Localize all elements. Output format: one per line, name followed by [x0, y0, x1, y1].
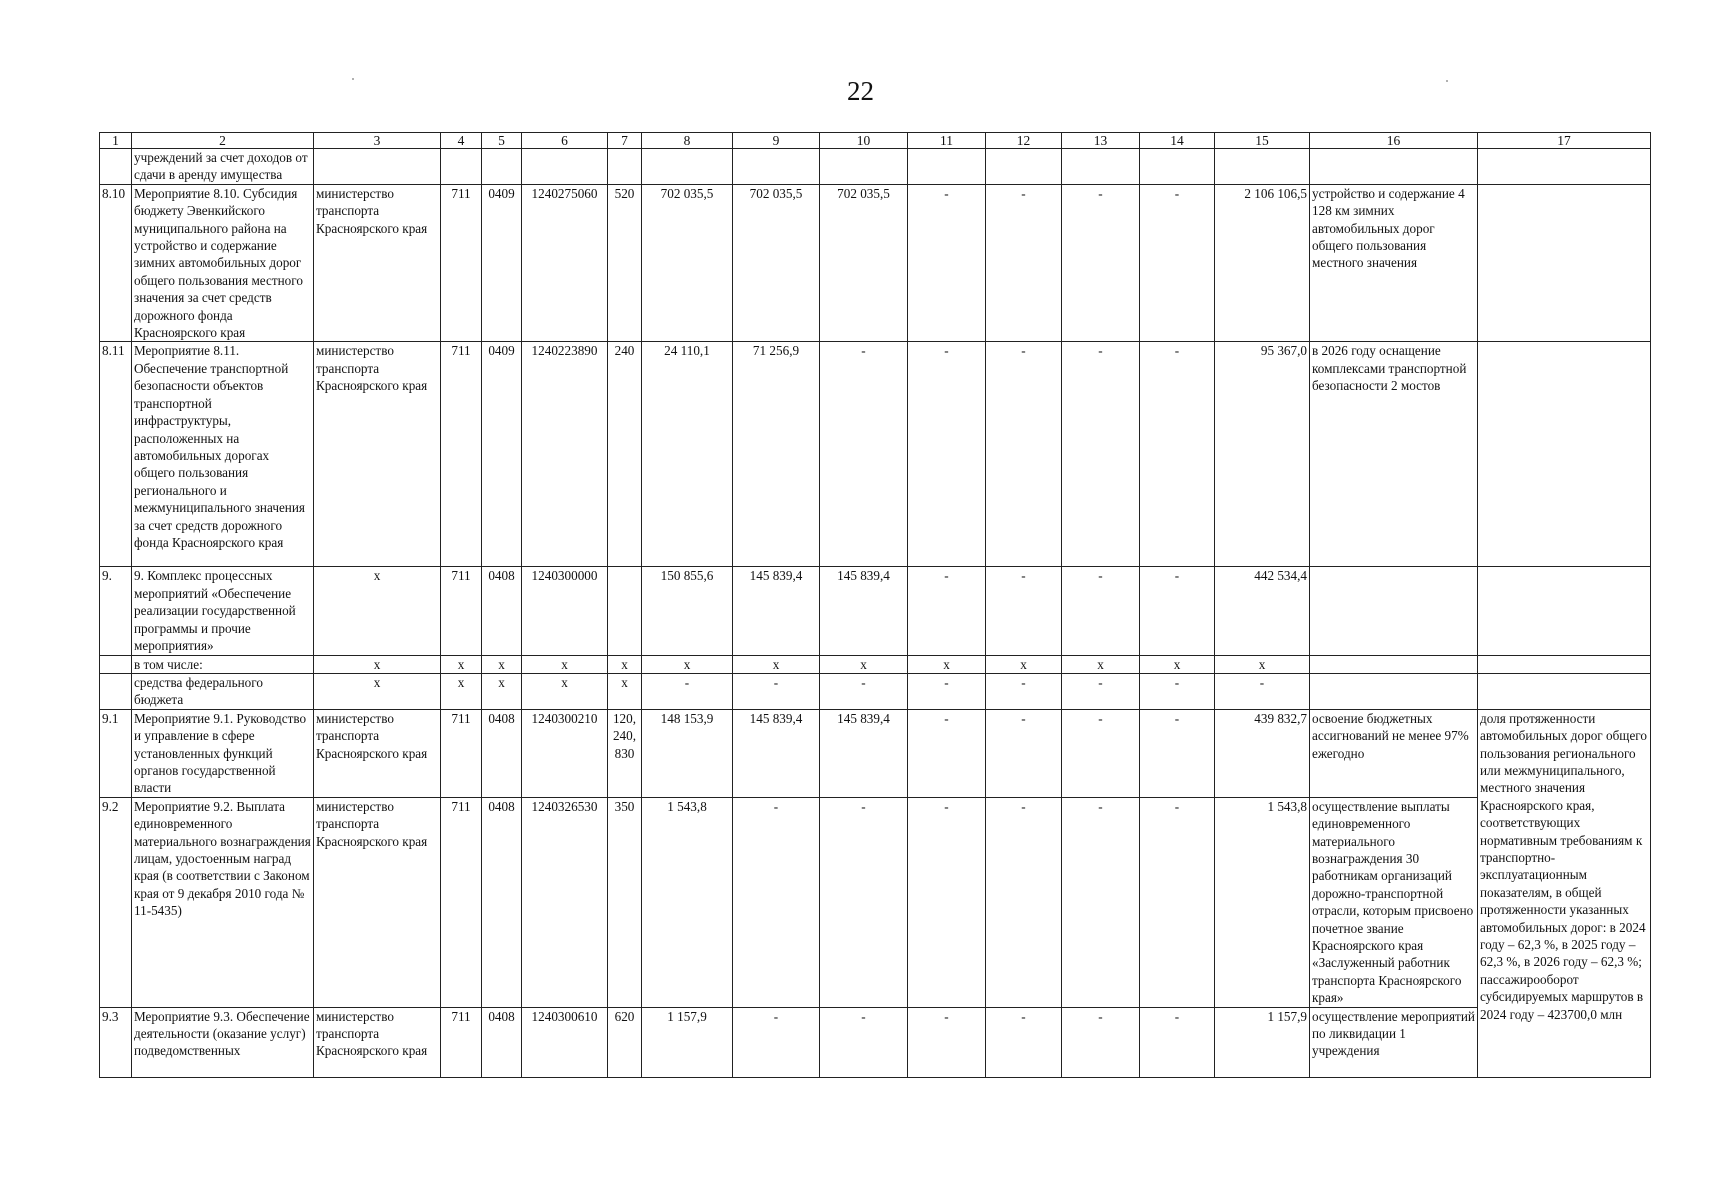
table-row-9-2	[100, 797, 1651, 1007]
cell-col11: -	[908, 1007, 986, 1077]
cell-rzpr: 0408	[482, 797, 522, 1007]
table-row-9-1	[100, 709, 1651, 797]
cell-indicator-empty	[1478, 149, 1651, 185]
cell-rzpr: 0408	[482, 709, 522, 797]
cell-2026: -	[820, 342, 908, 567]
cell-rzpr: 0408	[482, 567, 522, 655]
scan-speck	[1446, 80, 1448, 82]
cell-num: 9.	[100, 567, 132, 655]
cell-col11	[908, 149, 986, 185]
table-row-8-10	[100, 184, 1651, 342]
col-header-7: 7	[608, 133, 642, 149]
cell-name: средства федерального бюджета	[132, 673, 314, 709]
cell-result	[1310, 655, 1478, 673]
cell-rzpr: х	[482, 655, 522, 673]
cell-2026: 702 035,5	[820, 184, 908, 342]
cell-vr: х	[608, 673, 642, 709]
cell-csr	[522, 149, 608, 185]
cell-result	[1310, 149, 1478, 185]
table-row-8-11	[100, 342, 1651, 567]
cell-executor: х	[314, 673, 441, 709]
cell-name: в том числе:	[132, 655, 314, 673]
scan-speck	[352, 78, 354, 80]
col-header-8: 8	[642, 133, 733, 149]
cell-2025: 702 035,5	[733, 184, 820, 342]
table-row-9-3	[100, 1007, 1651, 1077]
cell-vr	[608, 149, 642, 185]
cell-col12	[986, 149, 1062, 185]
cell-total: 439 832,7	[1215, 709, 1310, 797]
cell-result: осуществление выплаты единовременного материального вознаграждения 30 работникам организаций дорожно-транспортной отрасли, которым присвоено почетное звание Красноярского края «Заслуженный работник транспорта Красноярского края»	[1310, 797, 1478, 1007]
cell-vr: 240	[608, 342, 642, 567]
cell-result: в 2026 году оснащение комплексами транспортной безопасности 2 мостов	[1310, 342, 1478, 567]
cell-col14: -	[1140, 673, 1215, 709]
col-header-6: 6	[522, 133, 608, 149]
col-header-17: 17	[1478, 133, 1651, 149]
cell-executor: министерство транспорта Красноярского края	[314, 342, 441, 567]
cell-2026: -	[820, 797, 908, 1007]
cell-2024	[642, 149, 733, 185]
cell-col13: -	[1062, 342, 1140, 567]
cell-2026: 145 839,4	[820, 567, 908, 655]
cell-total	[1215, 149, 1310, 185]
col-header-4: 4	[441, 133, 482, 149]
cell-2026: -	[820, 673, 908, 709]
cell-name: Мероприятие 9.1. Руководство и управление в сфере установленных функций органов государственной власти	[132, 709, 314, 797]
cell-col14: -	[1140, 567, 1215, 655]
cell-executor: министерство транспорта Красноярского края	[314, 797, 441, 1007]
cell-col12: х	[986, 655, 1062, 673]
cell-grbs: 711	[441, 342, 482, 567]
cell-name: Мероприятие 9.3. Обеспечение деятельности (оказание услуг) подведомственных	[132, 1007, 314, 1077]
table-row-federal	[100, 673, 1651, 709]
col-header-2: 2	[132, 133, 314, 149]
cell-2025: -	[733, 797, 820, 1007]
cell-executor	[314, 149, 441, 185]
cell-num: 9.3	[100, 1007, 132, 1077]
cell-col11: -	[908, 709, 986, 797]
cell-num: 9.2	[100, 797, 132, 1007]
cell-grbs: х	[441, 655, 482, 673]
cell-indicator-empty	[1478, 342, 1651, 567]
cell-col12: -	[986, 567, 1062, 655]
cell-csr: 1240326530	[522, 797, 608, 1007]
col-header-13: 13	[1062, 133, 1140, 149]
cell-rzpr	[482, 149, 522, 185]
page-number: 22	[847, 76, 874, 106]
cell-col13: -	[1062, 567, 1140, 655]
cell-grbs: 711	[441, 1007, 482, 1077]
cell-indicator-empty	[1478, 567, 1651, 655]
cell-grbs: 711	[441, 567, 482, 655]
cell-executor: х	[314, 655, 441, 673]
cell-2024: х	[642, 655, 733, 673]
cell-col12: -	[986, 709, 1062, 797]
cell-col14: х	[1140, 655, 1215, 673]
cell-name: Мероприятие 8.11. Обеспечение транспортной безопасности объектов транспортной инфраструктуры, расположенных на автомобильных дорогах общего пользования регионального и межмуниципального значения за счет средств дорожного фонда Красноярского края	[132, 342, 314, 567]
cell-2024: 24 110,1	[642, 342, 733, 567]
col-header-14: 14	[1140, 133, 1215, 149]
col-header-3: 3	[314, 133, 441, 149]
cell-2025: -	[733, 673, 820, 709]
cell-indicator-empty	[1478, 184, 1651, 342]
header-row	[100, 133, 1651, 149]
cell-csr: 1240300610	[522, 1007, 608, 1077]
cell-name: Мероприятие 8.10. Субсидия бюджету Эвенкийского муниципального района на устройство и содержание зимних автомобильных дорог общего пользования местного значения за счет средств дорожного фонда Красноярского края	[132, 184, 314, 342]
cell-vr: 620	[608, 1007, 642, 1077]
cell-name: Мероприятие 9.2. Выплата единовременного материального вознаграждения лицам, удостоенным наград края (в соответствии с Законом края от 9 декабря 2010 года № 11-5435)	[132, 797, 314, 1007]
cell-total: 442 534,4	[1215, 567, 1310, 655]
cell-executor: министерство транспорта Красноярского края	[314, 184, 441, 342]
cell-grbs: х	[441, 673, 482, 709]
cell-result	[1310, 567, 1478, 655]
cell-2024: 150 855,6	[642, 567, 733, 655]
cell-col14: -	[1140, 1007, 1215, 1077]
cell-col12: -	[986, 184, 1062, 342]
cell-result: устройство и содержание 4 128 км зимних автомобильных дорог общего пользования местного значения	[1310, 184, 1478, 342]
cell-col13	[1062, 149, 1140, 185]
cell-2025: х	[733, 655, 820, 673]
cell-col11: х	[908, 655, 986, 673]
cell-num	[100, 673, 132, 709]
cell-col13: -	[1062, 673, 1140, 709]
cell-result	[1310, 673, 1478, 709]
cell-total: х	[1215, 655, 1310, 673]
cell-csr: 1240275060	[522, 184, 608, 342]
cell-total: 1 157,9	[1215, 1007, 1310, 1077]
cell-col11: -	[908, 184, 986, 342]
col-header-15: 15	[1215, 133, 1310, 149]
cell-col14	[1140, 149, 1215, 185]
cell-col13: -	[1062, 797, 1140, 1007]
cell-indicator-empty	[1478, 673, 1651, 709]
col-header-10: 10	[820, 133, 908, 149]
cell-col11: -	[908, 567, 986, 655]
cell-2026	[820, 149, 908, 185]
cell-num	[100, 655, 132, 673]
cell-2025: 145 839,4	[733, 567, 820, 655]
cell-num: 8.11	[100, 342, 132, 567]
cell-csr: 1240300000	[522, 567, 608, 655]
cell-grbs: 711	[441, 184, 482, 342]
cell-2025	[733, 149, 820, 185]
table-row-continuation	[100, 149, 1651, 185]
cell-vr: 120, 240, 830	[608, 709, 642, 797]
cell-rzpr: 0409	[482, 342, 522, 567]
cell-vr: х	[608, 655, 642, 673]
cell-col14: -	[1140, 342, 1215, 567]
table-row-9	[100, 567, 1651, 655]
cell-grbs: 711	[441, 797, 482, 1007]
cell-2026: -	[820, 1007, 908, 1077]
cell-col12: -	[986, 797, 1062, 1007]
cell-2024: 148 153,9	[642, 709, 733, 797]
cell-result: освоение бюджетных ассигнований не менее 97% ежегодно	[1310, 709, 1478, 797]
cell-rzpr: 0408	[482, 1007, 522, 1077]
cell-name: 9. Комплекс процессных мероприятий «Обеспечение реализации государственной программы и прочие мероприятия»	[132, 567, 314, 655]
col-header-5: 5	[482, 133, 522, 149]
col-header-16: 16	[1310, 133, 1478, 149]
cell-2025: 145 839,4	[733, 709, 820, 797]
cell-executor: х	[314, 567, 441, 655]
cell-rzpr: х	[482, 673, 522, 709]
cell-num: 9.1	[100, 709, 132, 797]
col-header-1: 1	[100, 133, 132, 149]
cell-executor: министерство транспорта Красноярского края	[314, 1007, 441, 1077]
cell-col11: -	[908, 673, 986, 709]
cell-2024: 702 035,5	[642, 184, 733, 342]
cell-col12: -	[986, 1007, 1062, 1077]
cell-col13: -	[1062, 1007, 1140, 1077]
cell-col14: -	[1140, 184, 1215, 342]
cell-indicator-empty	[1478, 655, 1651, 673]
cell-csr: 1240223890	[522, 342, 608, 567]
cell-total: 2 106 106,5	[1215, 184, 1310, 342]
cell-col11: -	[908, 797, 986, 1007]
cell-grbs: 711	[441, 709, 482, 797]
cell-col13: -	[1062, 709, 1140, 797]
cell-num	[100, 149, 132, 185]
col-header-12: 12	[986, 133, 1062, 149]
cell-2024: -	[642, 673, 733, 709]
cell-col13: х	[1062, 655, 1140, 673]
cell-2026: х	[820, 655, 908, 673]
cell-2024: 1 157,9	[642, 1007, 733, 1077]
cell-2026: 145 839,4	[820, 709, 908, 797]
cell-vr	[608, 567, 642, 655]
cell-result: осуществление мероприятий по ликвидации 1 учреждения	[1310, 1007, 1478, 1077]
cell-col11: -	[908, 342, 986, 567]
cell-indicator-target: доля протяженности автомобильных дорог общего пользования регионального или межмуниципального, местного значения Красноярского края, соответствующих нормативным требованиям к транспортно-эксплуатационным показателям, в общей протяженности указанных автомобильных дорог: в 2024 году – 62,3 %, в 2025 году – 62,3 %, в 2026 году – 62,3 %; пассажирооборот субсидируемых маршрутов в 2024 году – 423700,0 млн	[1478, 709, 1651, 1077]
cell-grbs	[441, 149, 482, 185]
cell-total: 1 543,8	[1215, 797, 1310, 1007]
cell-2025: 71 256,9	[733, 342, 820, 567]
cell-col13: -	[1062, 184, 1140, 342]
cell-executor: министерство транспорта Красноярского края	[314, 709, 441, 797]
col-header-9: 9	[733, 133, 820, 149]
cell-name: учреждений за счет доходов от сдачи в аренду имущества	[132, 149, 314, 185]
cell-vr: 350	[608, 797, 642, 1007]
cell-col12: -	[986, 673, 1062, 709]
budget-table	[99, 132, 1651, 1078]
cell-col14: -	[1140, 709, 1215, 797]
cell-csr: х	[522, 673, 608, 709]
col-header-11: 11	[908, 133, 986, 149]
cell-total: 95 367,0	[1215, 342, 1310, 567]
cell-2024: 1 543,8	[642, 797, 733, 1007]
cell-2025: -	[733, 1007, 820, 1077]
cell-total: -	[1215, 673, 1310, 709]
cell-csr: х	[522, 655, 608, 673]
cell-vr: 520	[608, 184, 642, 342]
table-row-including	[100, 655, 1651, 673]
cell-rzpr: 0409	[482, 184, 522, 342]
cell-col14: -	[1140, 797, 1215, 1007]
cell-col12: -	[986, 342, 1062, 567]
cell-csr: 1240300210	[522, 709, 608, 797]
cell-num: 8.10	[100, 184, 132, 342]
